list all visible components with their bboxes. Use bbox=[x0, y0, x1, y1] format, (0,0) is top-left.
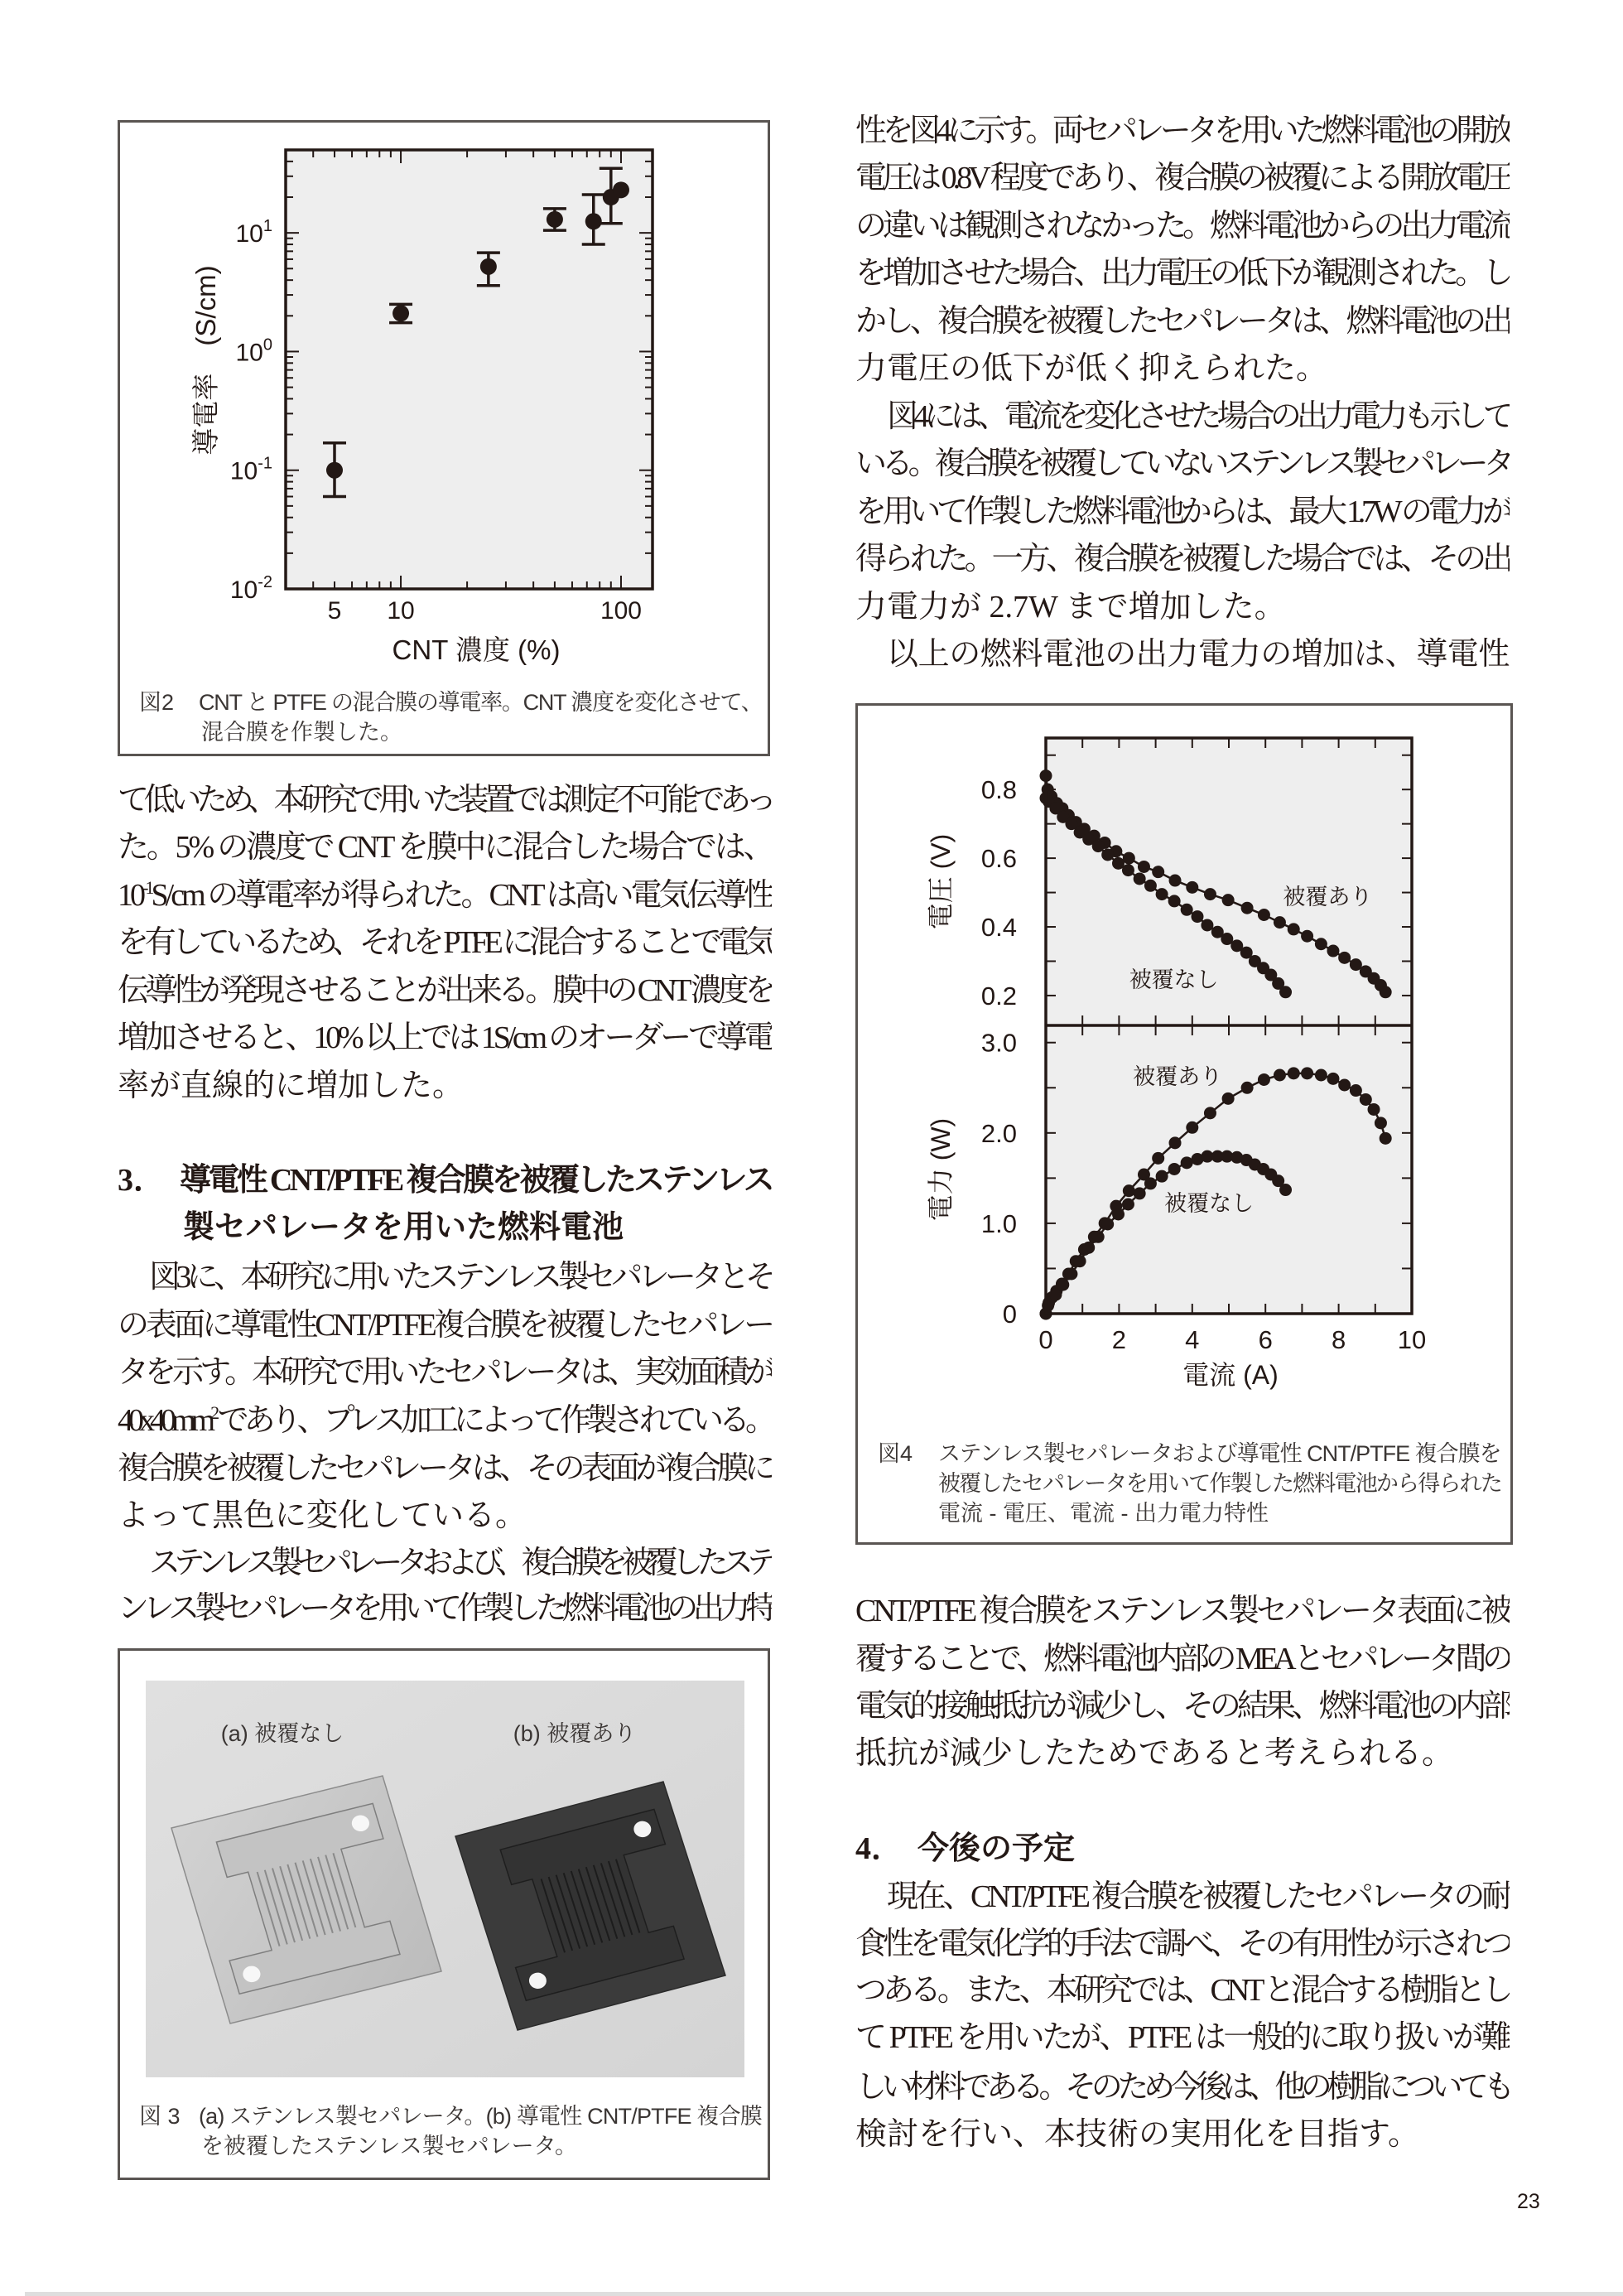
body-text-line: 抵抗が減少したためであると考えられる。 bbox=[855, 1736, 1454, 1771]
figure-2-caption-line-1: CNT と PTFE の混合膜の導電率。CNT 濃度を変化させて、 bbox=[199, 690, 762, 715]
data-point bbox=[1274, 1069, 1286, 1082]
data-point bbox=[1315, 938, 1327, 950]
data-point bbox=[1186, 881, 1198, 894]
data-point bbox=[1204, 888, 1216, 900]
y-tick-label bbox=[230, 573, 272, 604]
x-tick-label: 8 bbox=[1331, 1325, 1346, 1354]
x-tick-label: 6 bbox=[1258, 1325, 1273, 1354]
x-axis-label: CNT 濃度 (%) bbox=[392, 634, 561, 665]
body-text-line: かし、複合膜を被覆したセパレータは、燃料電池の出 bbox=[855, 304, 1510, 339]
data-point bbox=[1186, 1121, 1198, 1134]
body-text-line: の違いは観測されなかった。燃料電池からの出力電流 bbox=[855, 209, 1510, 244]
data-point bbox=[1122, 1199, 1134, 1211]
superscript: -1 bbox=[142, 877, 152, 898]
data-point bbox=[1338, 1079, 1351, 1092]
data-point bbox=[1092, 840, 1105, 852]
data-point bbox=[1169, 875, 1182, 887]
y-tick-label-exponent: -2 bbox=[258, 573, 272, 591]
data-point bbox=[1112, 1208, 1125, 1221]
data-point bbox=[1168, 895, 1181, 907]
data-point bbox=[1301, 1067, 1313, 1079]
data-point bbox=[1152, 866, 1164, 878]
x-tick-label: 0 bbox=[1038, 1325, 1053, 1354]
data-point bbox=[1152, 1152, 1164, 1165]
body-text-line: ステンレス製セパレータおよび、複合膜を被覆したステ bbox=[149, 1546, 772, 1580]
data-point bbox=[1274, 916, 1286, 929]
data-point bbox=[1327, 1073, 1339, 1085]
body-text-line: 図3に、本研究に用いたステンレス製セパレータとそ bbox=[149, 1260, 772, 1295]
data-point bbox=[547, 211, 563, 228]
data-point bbox=[1201, 919, 1213, 931]
data-point bbox=[1101, 1218, 1114, 1231]
y-tick-label: 2.0 bbox=[980, 1118, 1017, 1148]
figure-4-label: 図4 bbox=[878, 1441, 913, 1466]
series-annotation: 被覆なし bbox=[1164, 1190, 1255, 1216]
y-tick-label: 0.2 bbox=[980, 981, 1017, 1011]
section-3-number: 3． bbox=[118, 1163, 166, 1198]
data-point bbox=[1288, 1067, 1300, 1079]
data-point bbox=[1101, 848, 1114, 861]
data-point bbox=[1057, 1279, 1069, 1291]
y-tick-label bbox=[230, 455, 272, 485]
body-text-line: を有しているため、それを PTFE に混合することで電気 bbox=[118, 925, 772, 960]
text-segment: 40x40mm bbox=[118, 1403, 211, 1438]
data-point bbox=[1134, 872, 1146, 885]
x-tick-label: 10 bbox=[1397, 1325, 1427, 1354]
photo-label-coated: (b) 被覆あり bbox=[513, 1721, 637, 1746]
data-point bbox=[1241, 902, 1254, 914]
text-segment: であり、プレス加工によって作製されている。 bbox=[214, 1403, 772, 1438]
data-point bbox=[1279, 1184, 1292, 1196]
body-text-line: の表面に導電性CNT/PTFE複合膜を被覆したセパレー bbox=[118, 1308, 772, 1343]
data-point bbox=[1327, 945, 1339, 957]
body-text-line: よって黒色に変化している。 bbox=[118, 1498, 527, 1533]
data-point bbox=[1301, 930, 1313, 943]
data-point bbox=[1123, 852, 1135, 865]
x-tick-label: 2 bbox=[1111, 1325, 1127, 1354]
data-point bbox=[1258, 1073, 1270, 1086]
separator-photo bbox=[118, 1648, 770, 2180]
body-text-line: 力電圧の低下が低く抑えられた。 bbox=[855, 351, 1328, 386]
data-point bbox=[1156, 1170, 1168, 1183]
data-point bbox=[1258, 909, 1270, 921]
body-text-line: 伝導性が発現させることが出来る。膜中の CNT 濃度を bbox=[118, 973, 772, 1008]
x-axis-label: 電流 (A) bbox=[1182, 1360, 1279, 1390]
x-tick-label: 4 bbox=[1185, 1325, 1200, 1354]
figure-2 bbox=[118, 120, 770, 756]
data-point bbox=[1288, 923, 1300, 935]
body-text-line: 電気的接触抵抗が減少し、その結果、燃料電池の内部 bbox=[855, 1689, 1510, 1724]
y-axis-label: 電力 (W) bbox=[926, 1117, 956, 1222]
data-point bbox=[1279, 986, 1292, 998]
y-tick-label: 0.4 bbox=[980, 913, 1017, 943]
section-3-heading: 導電性 CNT/PTFE 複合膜を被覆したステンレス bbox=[180, 1163, 772, 1198]
x-tick-label: 100 bbox=[600, 597, 643, 625]
data-point bbox=[1241, 1082, 1254, 1094]
y-tick-label-base: 10 bbox=[229, 576, 258, 604]
data-point bbox=[1144, 880, 1157, 892]
body-text-line: た。5% の濃度で CNT を膜中に混合した場合では、 bbox=[118, 830, 772, 865]
data-point bbox=[1134, 1187, 1146, 1199]
y-tick-label-base: 10 bbox=[229, 457, 258, 485]
data-point bbox=[1338, 952, 1351, 964]
current-voltage-power-chart bbox=[855, 703, 1513, 1545]
figure-3 bbox=[118, 1648, 770, 2180]
y-tick-label-exponent: 1 bbox=[262, 217, 272, 236]
data-point bbox=[1181, 904, 1193, 916]
body-text-line: 検討を行い、本技術の実用化を目指す。 bbox=[855, 2117, 1419, 2152]
data-point bbox=[1122, 864, 1134, 876]
conductivity-chart bbox=[118, 120, 770, 756]
data-point bbox=[326, 462, 343, 479]
data-point bbox=[1156, 888, 1168, 900]
figure-2-label: 図2 bbox=[139, 690, 175, 715]
body-text-line: しい材料である。そのため今後は、他の樹脂についても bbox=[855, 2070, 1510, 2105]
body-text-line: て PTFE を用いたが、PTFE は一般的に取り扱いが難 bbox=[855, 2020, 1510, 2055]
y-tick-label-base: 10 bbox=[235, 220, 263, 248]
superscript: 2 bbox=[210, 1402, 215, 1423]
data-point bbox=[1191, 910, 1203, 923]
figure-4-caption-line-2: 被覆したセパレータを用いて作製した燃料電池から得られた bbox=[938, 1471, 1501, 1496]
section-3-heading-continued: 製セパレータを用いた燃料電池 bbox=[183, 1210, 624, 1245]
data-point bbox=[1074, 1255, 1086, 1267]
y-tick-label: 0.6 bbox=[980, 844, 1017, 874]
y-tick-label: 0 bbox=[1002, 1300, 1017, 1329]
data-point bbox=[1350, 1084, 1362, 1097]
y-tick-label bbox=[236, 217, 273, 248]
body-text-line: 以上の燃料電池の出力電力の増加は、導電性 bbox=[887, 637, 1510, 672]
y-tick-label-exponent: 0 bbox=[262, 335, 272, 355]
figure-4-caption-line-3: 電流 - 電圧、電流 - 出力電力特性 bbox=[938, 1501, 1269, 1526]
x-tick-label: 5 bbox=[327, 597, 342, 625]
text-segment: S/cm の導電率が得られた。CNT は高い電気伝導性 bbox=[151, 878, 772, 913]
body-text-line: 力電力が 2.7W まで増加した。 bbox=[855, 590, 1286, 625]
y-axis-label: 電圧 (V) bbox=[926, 833, 956, 930]
plot-area bbox=[1046, 1025, 1412, 1314]
body-text-line: 食性を電気化学的手法で調べ、その有用性が示されつ bbox=[855, 1927, 1510, 1961]
data-point bbox=[1092, 1231, 1105, 1243]
data-point bbox=[1315, 1069, 1327, 1082]
body-text-line bbox=[118, 876, 772, 914]
figure-4-caption-line-1: ステンレス製セパレータおよび導電性 CNT/PTFE 複合膜を bbox=[938, 1441, 1501, 1466]
body-text-line: を増加させた場合、出力電圧の低下が観測された。し bbox=[855, 256, 1510, 291]
body-text-line: つある。また、本研究では、CNT と混合する樹脂とし bbox=[855, 1973, 1510, 2008]
y-tick-label: 3.0 bbox=[980, 1028, 1017, 1058]
power-panel bbox=[926, 1025, 1412, 1329]
text-segment: 10 bbox=[118, 878, 143, 913]
body-text-line: て低いため、本研究で用いた装置では測定不可能であっ bbox=[118, 783, 772, 818]
body-text-line: 覆することで、燃料電池内部の MEA とセパレータ間の bbox=[855, 1642, 1510, 1676]
data-point bbox=[1049, 1289, 1062, 1301]
body-text-line: 図4には、電流を変化させた場合の出力電力も示して bbox=[887, 399, 1510, 434]
y-tick-label-exponent: -1 bbox=[258, 454, 272, 473]
data-point bbox=[1380, 986, 1392, 998]
data-point bbox=[1380, 1132, 1392, 1145]
voltage-panel bbox=[926, 738, 1412, 1025]
data-point bbox=[613, 181, 629, 198]
figure-4 bbox=[855, 703, 1513, 1545]
series-annotation: 被覆なし bbox=[1129, 967, 1219, 992]
body-text-line: を用いて作製した燃料電池からは、最大 1.7W の電力が bbox=[855, 494, 1510, 529]
data-point bbox=[1204, 1107, 1216, 1119]
body-text-line: 得られた。一方、複合膜を被覆した場合では、その出 bbox=[855, 542, 1510, 576]
data-point bbox=[585, 213, 602, 229]
data-point bbox=[1169, 1136, 1182, 1149]
section-4-number: 4． bbox=[855, 1831, 903, 1866]
y-tick-label: 1.0 bbox=[980, 1208, 1017, 1238]
body-text-line: 性を図4に示す。両セパレータを用いた燃料電池の開放 bbox=[855, 113, 1510, 148]
data-point bbox=[1144, 1177, 1157, 1189]
plot-area bbox=[1046, 738, 1412, 1025]
data-point bbox=[1181, 1156, 1193, 1169]
series-annotation: 被覆あり bbox=[1283, 884, 1373, 909]
body-text-line: 増加させると、10% 以上では 1S/cm のオーダーで導電 bbox=[118, 1020, 772, 1055]
series-annotation: 被覆あり bbox=[1133, 1064, 1223, 1090]
y-axis-label: 導電率 (S/cm) bbox=[190, 265, 221, 456]
body-text-line: CNT/PTFE 複合膜をステンレス製セパレータ表面に被 bbox=[855, 1594, 1510, 1628]
figure-3-caption-line-2: を被覆したステンレス製セパレータ。 bbox=[201, 2134, 578, 2159]
figure-3-caption-line-1: (a) ステンレス製セパレータ。(b) 導電性 CNT/PTFE 複合膜 bbox=[199, 2104, 762, 2129]
data-point bbox=[1222, 1093, 1235, 1105]
data-point bbox=[1123, 1184, 1135, 1197]
footer-bar bbox=[25, 2292, 1623, 2296]
data-point bbox=[1168, 1163, 1181, 1175]
body-text-line: タを示す。本研究で用いたセパレータは、実効面積が bbox=[118, 1355, 772, 1390]
body-text-line: いる。複合膜を被覆していないステンレス製セパレータ bbox=[855, 446, 1510, 481]
body-text-line: 率が直線的に増加した。 bbox=[118, 1068, 465, 1103]
data-point bbox=[1082, 1242, 1095, 1254]
data-point bbox=[1065, 1268, 1077, 1281]
body-text-line bbox=[118, 1401, 772, 1440]
data-point bbox=[1375, 1117, 1387, 1129]
figure-2-caption-line-2: 混合膜を作製した。 bbox=[201, 720, 402, 745]
data-point bbox=[1368, 1103, 1380, 1116]
data-point bbox=[1360, 1093, 1372, 1106]
data-point bbox=[480, 258, 497, 275]
data-point bbox=[1138, 861, 1150, 873]
y-tick-label: 0.8 bbox=[980, 775, 1017, 805]
section-4-heading: 今後の予定 bbox=[917, 1831, 1076, 1866]
body-text-line: 電圧は 0.8V 程度であり、複合膜の被覆による開放電圧 bbox=[855, 161, 1510, 195]
body-text-line: 複合膜を被覆したセパレータは、その表面が複合膜に bbox=[118, 1451, 772, 1486]
data-point bbox=[393, 305, 409, 321]
data-point bbox=[1222, 894, 1235, 906]
page-number: 23 bbox=[1517, 2190, 1540, 2213]
body-text-line: ンレス製セパレータを用いて作製した燃料電池の出力特 bbox=[118, 1591, 772, 1626]
body-text-line: 現在、CNT/PTFE 複合膜を被覆したセパレータの耐 bbox=[887, 1879, 1510, 1914]
figure-3-label: 図 3 bbox=[139, 2104, 181, 2129]
y-tick-label-base: 10 bbox=[235, 339, 263, 367]
x-tick-label: 10 bbox=[387, 597, 415, 625]
y-tick-label bbox=[236, 335, 273, 366]
photo-label-uncoated: (a) 被覆なし bbox=[220, 1721, 344, 1746]
